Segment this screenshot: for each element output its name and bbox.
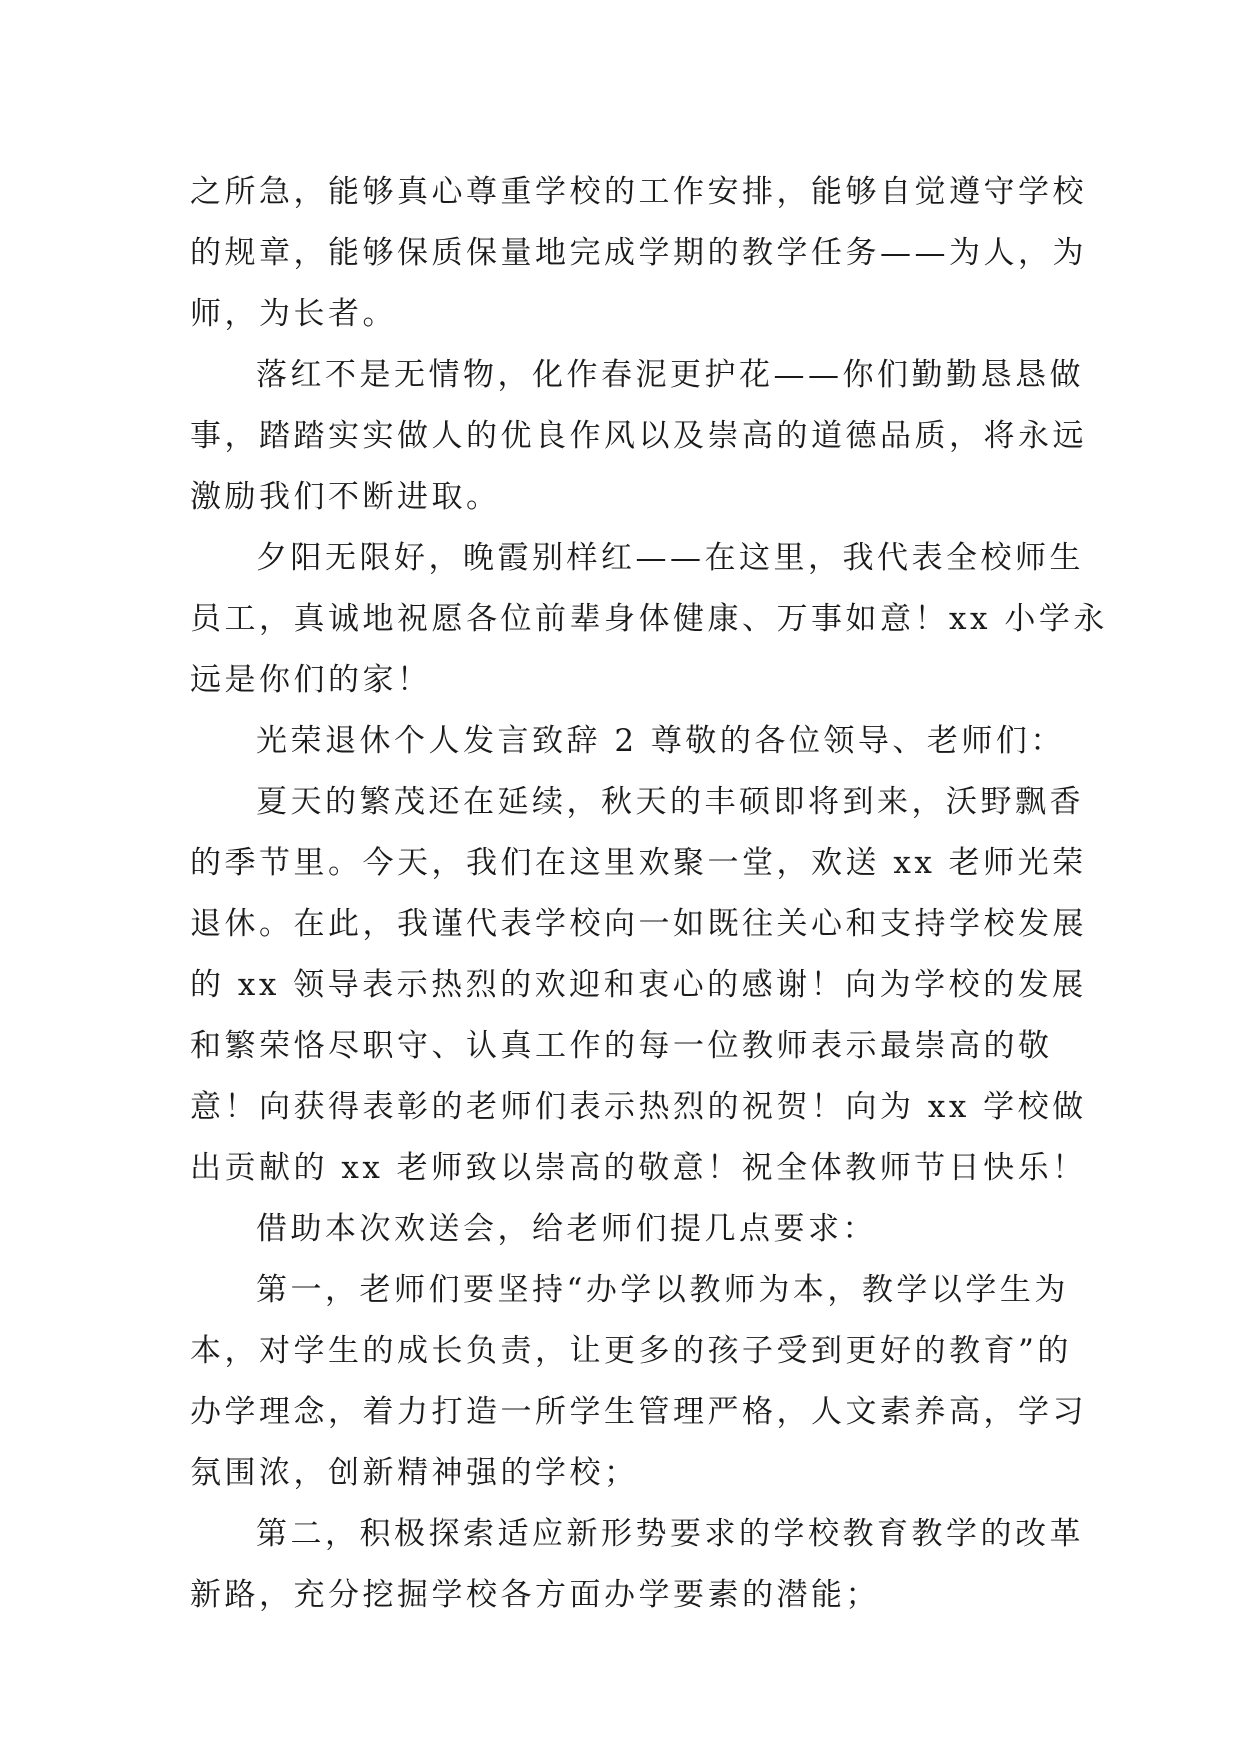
paragraph <box>190 345 1087 528</box>
text-line: 落红不是无情物，化作春泥更护花——你们勤勤恳恳做 <box>256 357 1084 393</box>
paragraph-continuation <box>190 162 1087 345</box>
paragraph <box>190 1504 1084 1626</box>
text-line: 退休。在此，我谨代表学校向一如既往关心和支持学校发展 <box>190 906 1087 942</box>
text-line: 的规章，能够保质保量地完成学期的教学任务——为人，为 <box>190 235 1087 271</box>
text-line: 本，对学生的成长负责，让更多的孩子受到更好的教育”的 <box>190 1333 1072 1369</box>
text-line: 远是你们的家！ <box>190 662 432 698</box>
text-line: 的季节里。今天，我们在这里欢聚一堂，欢送 xx 老师光荣 <box>190 845 1087 881</box>
text-line: 的 xx 领导表示热烈的欢迎和衷心的感谢！向为学校的发展 <box>190 967 1087 1003</box>
text-line: 办学理念，着力打造一所学生管理严格，人文素养高，学习 <box>190 1394 1087 1430</box>
text-line: 事，踏踏实实做人的优良作风以及崇高的道德品质，将永远 <box>190 418 1087 454</box>
text-line: 意！向获得表彰的老师们表示热烈的祝贺！向为 xx 学校做 <box>190 1089 1087 1125</box>
paragraph <box>190 1260 1087 1504</box>
text-line: 借助本次欢送会，给老师们提几点要求： <box>256 1211 877 1247</box>
text-line: 夕阳无限好，晚霞别样红——在这里，我代表全校师生 <box>256 540 1084 576</box>
paragraph <box>190 1199 1050 1260</box>
paragraph <box>190 772 1087 1199</box>
paragraph <box>190 528 1108 711</box>
text-line: 和繁荣恪尽职守、认真工作的每一位教师表示最崇高的敬 <box>190 1028 1053 1064</box>
text-line: 员工，真诚地祝愿各位前辈身体健康、万事如意！xx 小学永 <box>190 601 1108 637</box>
document-body <box>190 162 1108 1626</box>
text-line: 氛围浓，创新精神强的学校； <box>190 1455 639 1491</box>
text-line: 师，为长者。 <box>190 296 397 332</box>
text-line: 之所急，能够真心尊重学校的工作安排，能够自觉遵守学校 <box>190 174 1087 210</box>
text-line: 夏天的繁茂还在延续，秋天的丰硕即将到来，沃野飘香 <box>256 784 1084 820</box>
text-line: 第一，老师们要坚持“办学以教师为本，教学以学生为 <box>256 1272 1069 1308</box>
text-line: 出贡献的 xx 老师致以崇高的敬意！祝全体教师节日快乐！ <box>190 1150 1087 1186</box>
text-line: 光荣退休个人发言致辞 2 尊敬的各位领导、老师们： <box>256 723 1065 759</box>
text-line: 新路，充分挖掘学校各方面办学要素的潜能； <box>190 1577 880 1613</box>
text-line: 第二，积极探索适应新形势要求的学校教育教学的改革 <box>256 1516 1084 1552</box>
text-line: 激励我们不断进取。 <box>190 479 501 515</box>
section-heading <box>190 711 1065 772</box>
